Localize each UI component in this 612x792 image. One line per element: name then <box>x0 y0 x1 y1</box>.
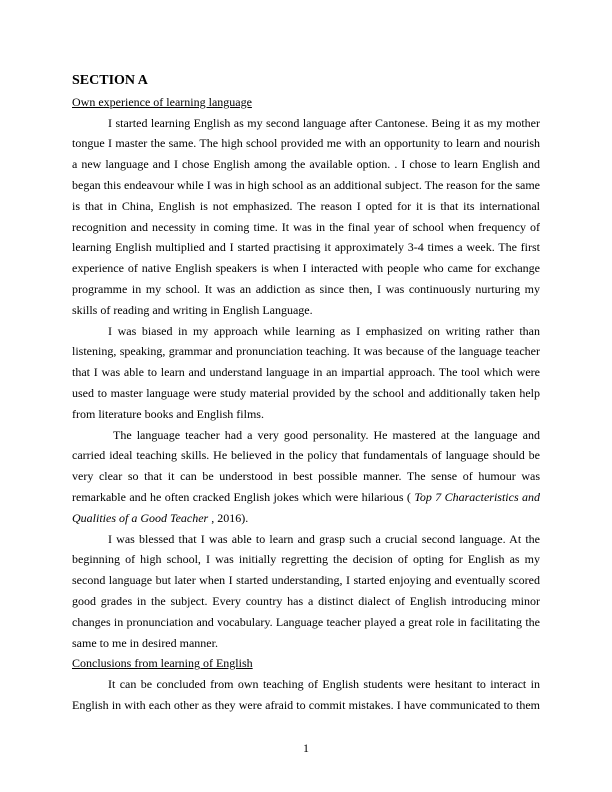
sections-container <box>72 92 540 716</box>
paragraph-line: I was blessed that I was able to learn and grasp such a crucial second language. At the <box>108 531 540 546</box>
citation-title: Qualities of a Good Teacher <box>72 510 209 525</box>
paragraph-line: very clear so that it can be understood in best possible manner. The sense of humour was <box>72 469 540 484</box>
paragraph-line: is that in China, English is not emphasized. The reason I opted for it is that its international <box>72 198 540 213</box>
paragraph-line: skills of reading and writing in English Language. <box>72 302 313 317</box>
paragraph <box>72 529 540 654</box>
paragraph-line: beginning of high school, I was initially regretting the decision of opting for English as my <box>72 552 540 567</box>
paragraph-line: I was biased in my approach while learning as I emphasized on writing rather than <box>108 323 540 338</box>
paragraph-line <box>72 508 540 529</box>
paragraph <box>72 113 540 321</box>
paragraph-line: from literature books and English films. <box>72 406 264 421</box>
paragraph-line: that I was able to learn and understand language in an impartial approach. The tool which were <box>72 365 540 380</box>
paragraph-line: English in with each other as they were afraid to commit mistakes. I have communicated to them <box>72 697 540 712</box>
paragraph-line: changes in pronunciation and vocabulary. Language teacher played a great role in facilitating the <box>72 614 540 629</box>
paragraph <box>72 674 540 716</box>
section-subheading: Own experience of learning language <box>72 94 252 109</box>
paragraph-line: second language but later when I started understanding, I started enjoying and eventually scored <box>72 573 540 588</box>
text-segment: remarkable and he often cracked English jokes which were hilarious ( <box>72 489 411 504</box>
paragraph-line: I started learning English as my second language after Cantonese. Being it as my mother <box>108 115 540 130</box>
paragraph-line: It can be concluded from own teaching of English students were hesitant to interact in <box>108 677 540 692</box>
paragraph <box>72 425 540 529</box>
text-segment: , 2016). <box>211 510 249 525</box>
paragraph-line: used to master language were study material provided by the school and additionally taken help <box>72 385 540 400</box>
paragraph-line: carried ideal teaching skills. He believed in the policy that fundamentals of language should be <box>72 448 540 463</box>
paragraph-line: programme in my school. It was an addiction as since then, I was continuously nurturing my <box>72 281 540 296</box>
paragraph-line <box>72 487 540 508</box>
paragraph-line: listening, speaking, grammar and pronunciation teaching. It was because of the language teacher <box>72 344 540 359</box>
paragraph-line: The language teacher had a very good personality. He mastered at the language and <box>113 427 540 442</box>
paragraph-line: recognition and necessity in coming time. It was in the final year of school when frequency of <box>72 219 540 234</box>
paragraph-line: experience of native English speakers is when I interacted with people who came for exchange <box>72 261 540 276</box>
paragraph-line: tongue I master the same. The high school provided me with an opportunity to learn and nourish <box>72 136 540 151</box>
section-subheading: Conclusions from learning of English <box>72 656 253 671</box>
page-number: 1 <box>303 741 309 755</box>
page-content <box>72 71 540 716</box>
paragraph-line: good grades in the subject. Every country has a distinct dialect of English introducing minor <box>72 593 540 608</box>
paragraph-line: same to me in desired manner. <box>72 635 218 650</box>
paragraph-line: a new language and I chose English among the available option. . I chose to learn English and <box>72 157 540 172</box>
paragraph-line: learning English multiplied and I started practising it approximately 3-4 times a week. The first <box>72 240 540 255</box>
section-title: SECTION A <box>72 73 148 88</box>
citation-title: Top 7 Characteristics and <box>414 489 540 504</box>
paragraph-line: began this endeavour while I was in high school as an additional subject. The reason for the same <box>72 177 540 192</box>
paragraph <box>72 321 540 425</box>
